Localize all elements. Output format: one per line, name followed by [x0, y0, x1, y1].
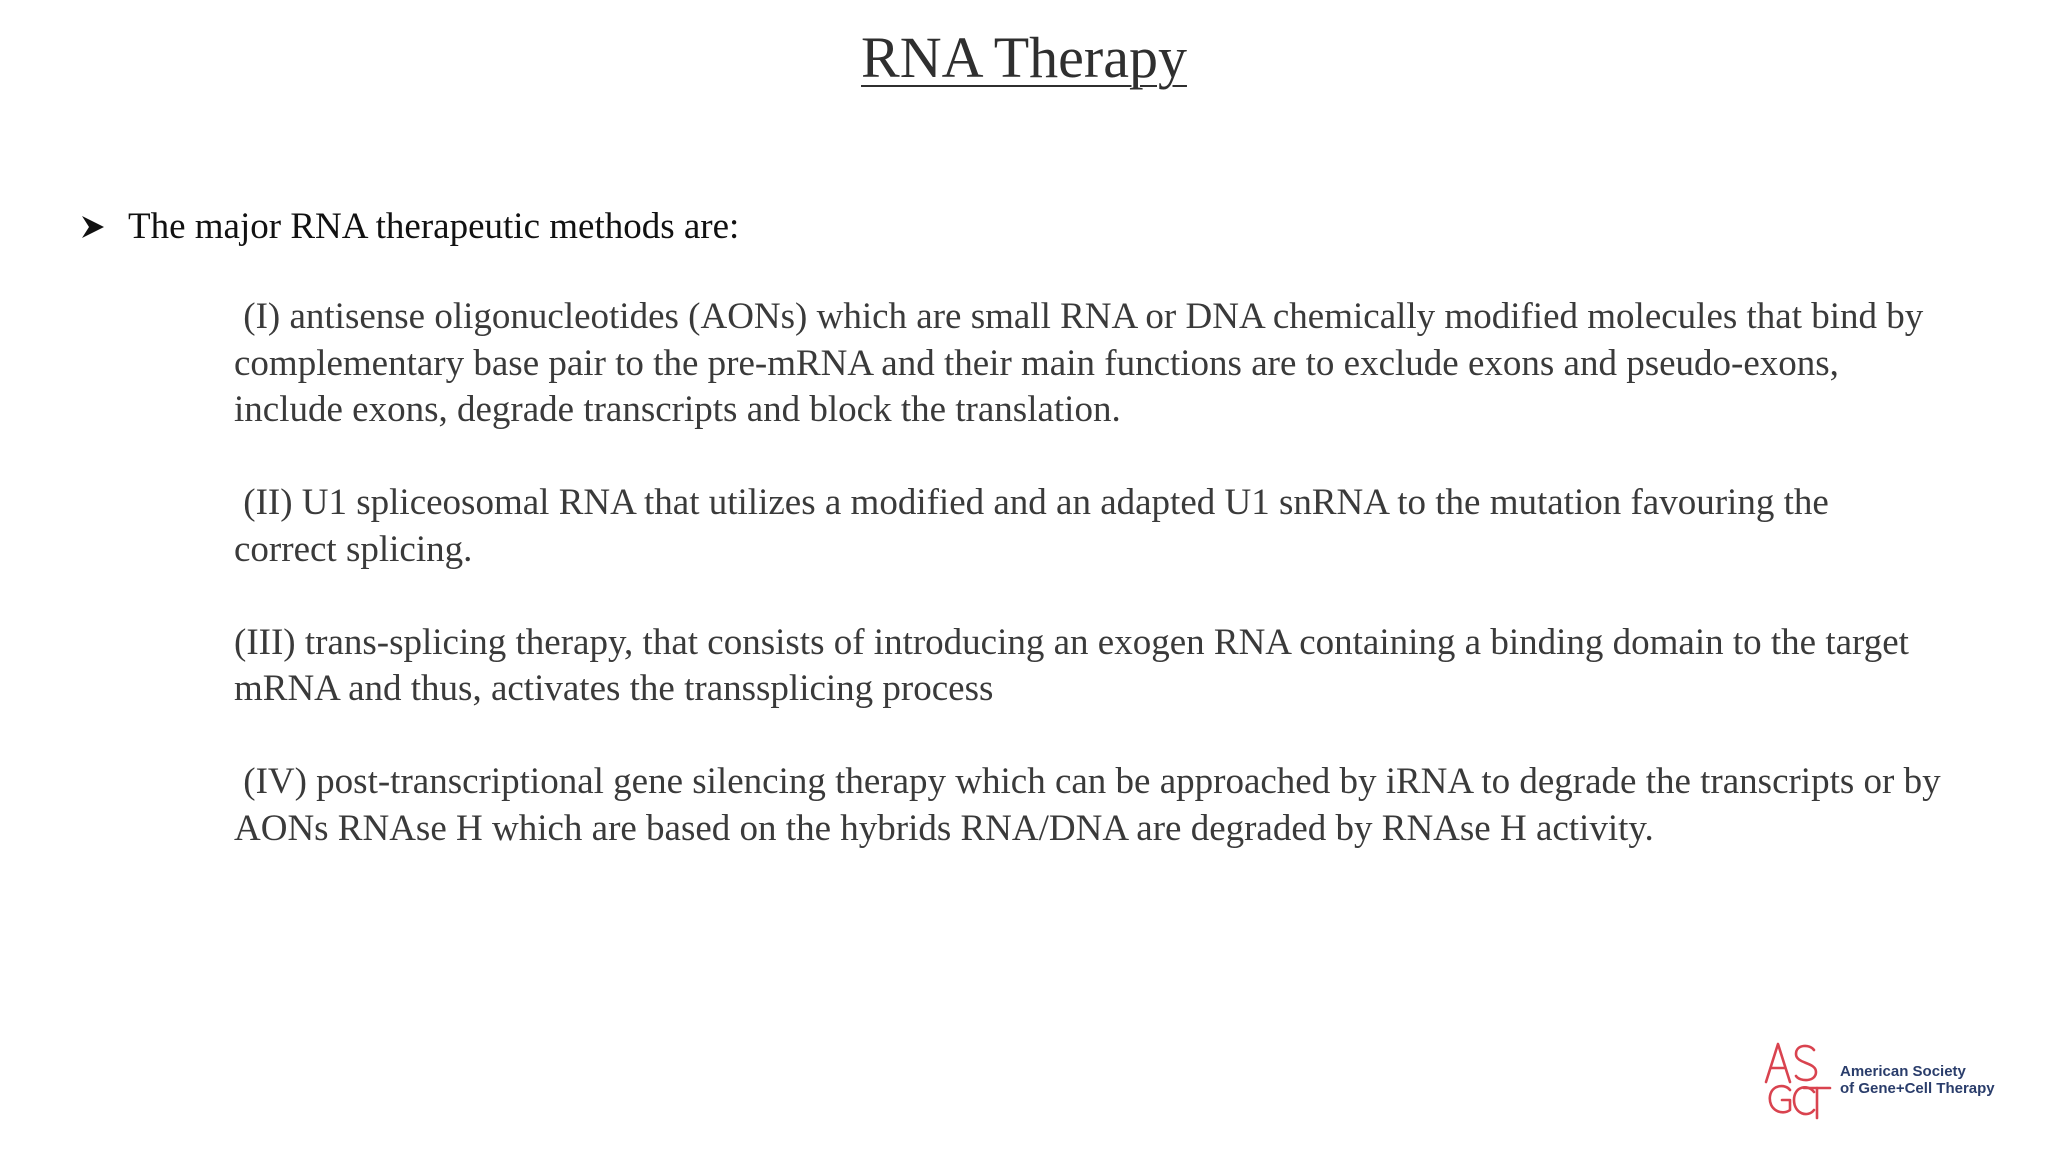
- asgct-logo-icon: [1760, 1038, 1832, 1122]
- logo-text: [1840, 1063, 1995, 1097]
- methods-list: [234, 294, 2034, 899]
- arrowhead-bullet-icon: [80, 214, 128, 240]
- method-item-iv: (IV) post-transcriptional gene silencing therapy which can be approached by iRNA to degrade the transcripts or by AONs RNAse H which are based on the hybrids RNA/DNA are degraded by RNAse H activity.: [234, 761, 1941, 849]
- method-item-iii: (III) trans-splicing therapy, that consists of introducing an exogen RNA containing a binding domain to the target mRNA and thus, activates the transsplicing process: [234, 621, 1909, 709]
- logo-line-2: of Gene+Cell Therapy: [1840, 1080, 1995, 1097]
- logo-line-1: American Society: [1840, 1063, 1966, 1080]
- intro-bullet: [80, 204, 739, 250]
- method-item-i: (I) antisense oligonucleotides (AONs) which are small RNA or DNA chemically modified molecules that bind by complementary base pair to the pre-mRNA and their main functions are to exclude exons and pseudo-exons, include exons, degrade transcripts and block the translation.: [234, 296, 1924, 430]
- intro-text: The major RNA therapeutic methods are:: [128, 206, 740, 247]
- asgct-logo: [1760, 1038, 1995, 1122]
- method-item-ii: (II) U1 spliceosomal RNA that utilizes a modified and an adapted U1 snRNA to the mutation favouring the correct splicing.: [234, 482, 1829, 570]
- slide-title: RNA Therapy: [861, 25, 1187, 90]
